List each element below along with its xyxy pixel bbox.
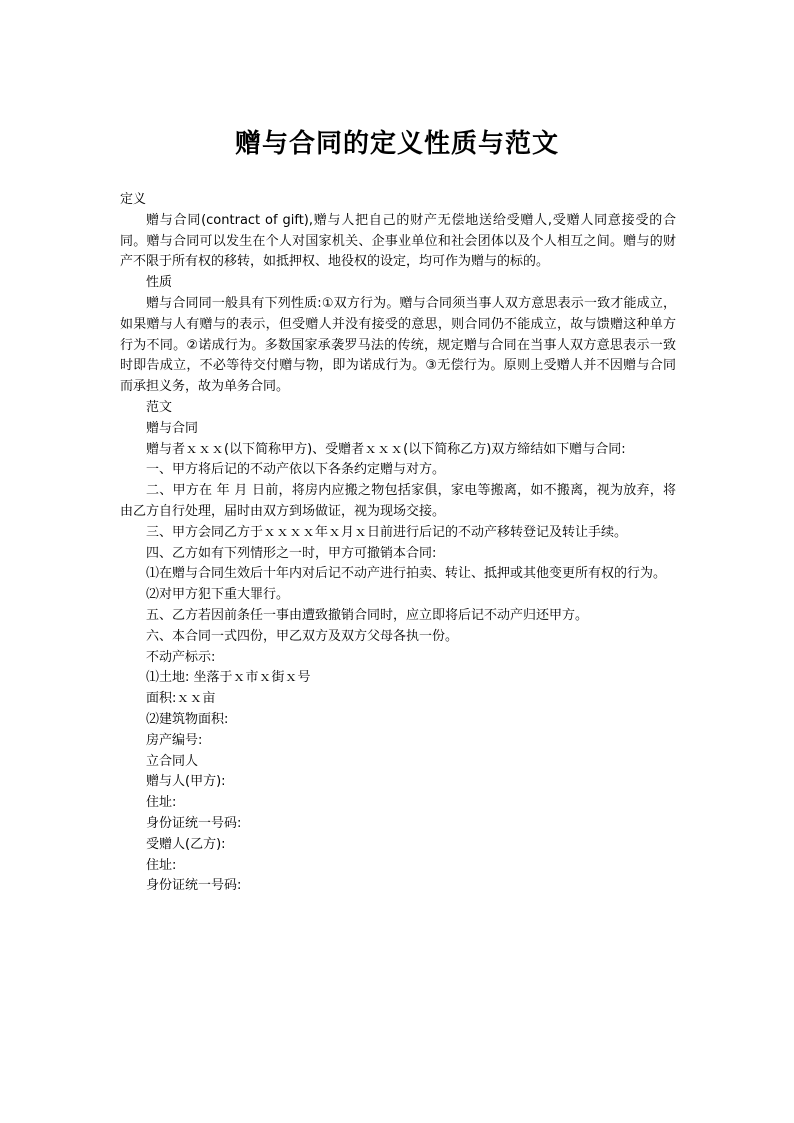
nature-heading: 性质	[146, 275, 173, 291]
signatories-heading: 立合同人	[146, 753, 199, 769]
property-area: 面积:ｘｘ亩	[146, 691, 216, 707]
clause-6: 六、本合同一式四份，甲乙双方及双方父母各执一份。	[146, 628, 459, 644]
definition-heading: 定义	[120, 192, 147, 207]
clause-4-item-1: ⑴在赠与合同生效后十年内对后记不动产进行拍卖、转让、抵押或其他变更所有权的行为。	[146, 566, 667, 582]
donor-label: 赠与人(甲方):	[146, 774, 226, 790]
document-body	[120, 190, 676, 897]
sample-title: 赠与合同	[146, 420, 199, 436]
donee-id-label: 身份证统一号码:	[146, 878, 242, 894]
donee-label: 受赠人(乙方):	[146, 836, 226, 852]
donee-address-label: 住址:	[146, 857, 177, 873]
donor-id-label: 身份证统一号码:	[146, 815, 242, 831]
clause-2: 二、甲方在 年 月 日前，将房内应搬之物包括家俱，家电等搬离，如不搬离，视为放弃，将由乙方自行处理，届时由双方到场做证，视为现场交接。	[120, 483, 676, 519]
sample-heading: 范文	[146, 399, 173, 415]
clause-5: 五、乙方若因前条任一事由遭致撤销合同时，应立即将后记不动产归还甲方。	[146, 607, 589, 623]
property-heading: 不动产标示:	[146, 649, 216, 665]
donor-address-label: 住址:	[146, 795, 177, 811]
property-house-number: 房产编号:	[146, 732, 203, 748]
nature-paragraph: 赠与合同同一般具有下列性质:①双方行为。赠与合同须当事人双方意思表示一致才能成立，如果赠与人有赠与的表示，但受赠人并没有接受的意思，则合同仍不能成立，故与馈赠这种单方行为不同。②诺成行为。多数国家承袭罗马法的传统，规定赠与合同在当事人双方意思表示一致时即告成立，不必等待交付赠与物，即为诺成行为。③无偿行为。原则上受赠人并不因赠与合同而承担义务，故为单务合同。	[120, 295, 676, 395]
clause-4: 四、乙方如有下列情形之一时，甲方可撤销本合同:	[146, 545, 437, 561]
definition-paragraph: 赠与合同(contract of gift),赠与人把自己的财产无偿地送给受赠人,受赠人同意接受的合同。赠与合同可以发生在个人对国家机关、企事业单位和社会团体以及个人相互之间。赠与的财产不限于所有权的移转，如抵押权、地役权的设定，均可作为赠与的标的。	[120, 212, 676, 270]
property-land: ⑴土地: 坐落于ｘ市ｘ街ｘ号	[146, 670, 311, 686]
document-title: 赠与合同的定义性质与范文	[234, 129, 559, 159]
clause-1: 一、甲方将后记的不动产依以下各条约定赠与对方。	[146, 462, 446, 478]
clause-3: 三、甲方会同乙方于ｘｘｘｘ年ｘ月ｘ日前进行后记的不动产移转登记及转让手续。	[146, 524, 628, 540]
property-building: ⑵建筑物面积:	[146, 711, 229, 727]
sample-intro: 赠与者ｘｘｘ(以下简称甲方)、受赠者ｘｘｘ(以下简称乙方)双方缔结如下赠与合同:	[146, 441, 626, 457]
clause-4-item-2: ⑵对甲方犯下重大罪行。	[146, 587, 290, 603]
